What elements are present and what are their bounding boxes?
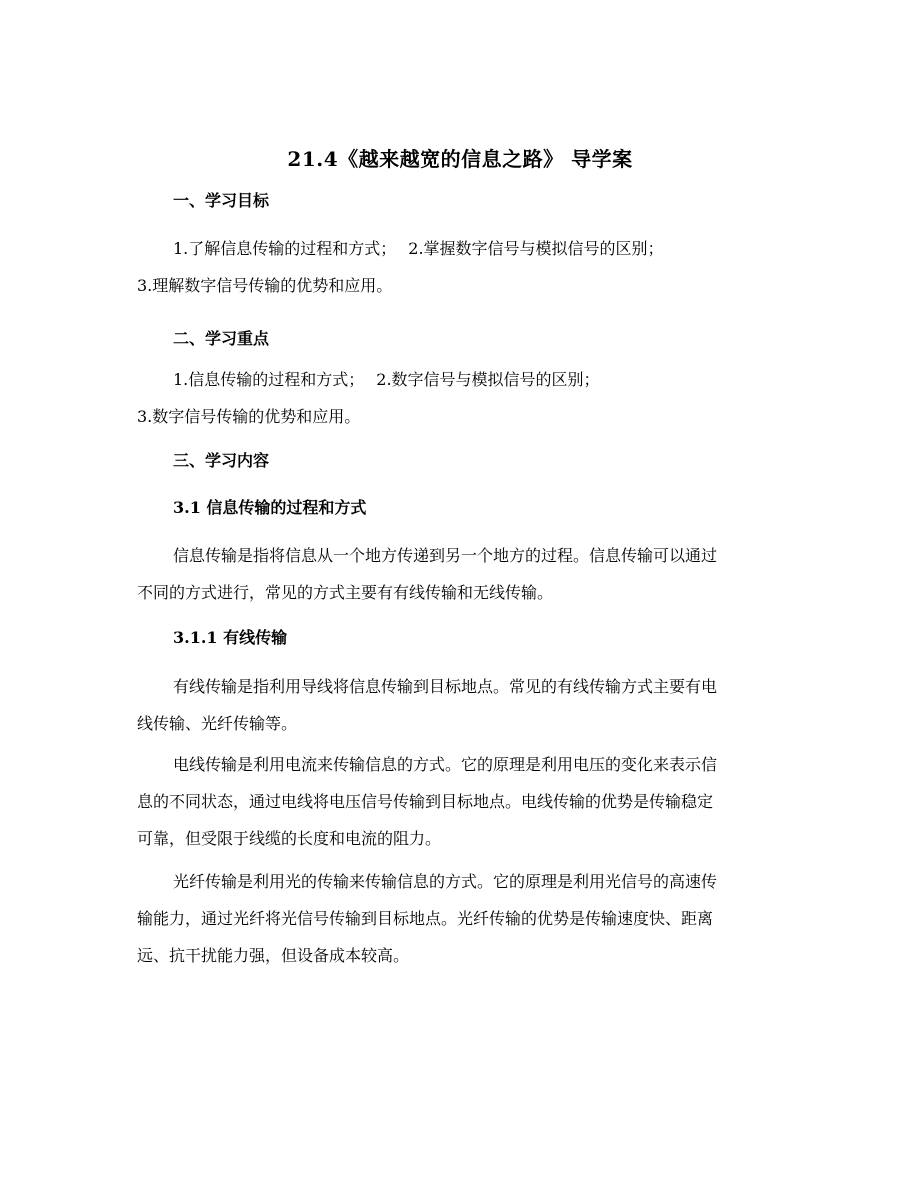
key-point-item-2: 2.数字信号与模拟信号的区别；	[376, 370, 600, 389]
section-heading-content: 三、学习内容	[173, 451, 270, 470]
wire-transmission-line-1: 电线传输是利用电流来传输信息的方式。它的原理是利用电压的变化来表示信	[173, 755, 718, 774]
paragraph-3-1	[137, 537, 787, 611]
goals-line-1	[137, 230, 787, 267]
paragraph-3-1-line-1: 信息传输是指将信息从一个地方传递到另一个地方的过程。信息传输可以通过	[173, 546, 718, 565]
fiber-transmission-line-1: 光纤传输是利用光的传输来传输信息的方式。它的原理是利用光信号的高速传	[173, 872, 718, 891]
key-point-item-1: 1.信息传输的过程和方式；	[173, 370, 365, 389]
key-points-line-1	[137, 361, 787, 398]
goals-item-1: 1.了解信息传输的过程和方式；	[173, 239, 397, 258]
key-point-item-3: 3.数字信号传输的优势和应用。	[137, 407, 361, 426]
section-heading-key-points: 二、学习重点	[173, 329, 270, 348]
goals-paragraph	[137, 230, 787, 304]
paragraph-fiber-transmission	[137, 863, 787, 974]
paragraph-wire-transmission	[137, 746, 787, 857]
goals-item-3: 3.理解数字信号传输的优势和应用。	[137, 276, 393, 295]
fiber-transmission-line-3: 远、抗干扰能力强，但设备成本较高。	[137, 946, 410, 965]
key-points-paragraph	[137, 361, 787, 435]
subsection-heading-3-1-1: 3.1.1 有线传输	[173, 628, 288, 647]
wire-transmission-line-3: 可靠，但受限于线缆的长度和电流的阻力。	[137, 829, 442, 848]
document-title: 21.4《越来越宽的信息之路》 导学案	[287, 147, 633, 171]
wire-transmission-line-2: 息的不同状态，通过电线将电压信号传输到目标地点。电线传输的优势是传输稳定	[137, 792, 714, 811]
subsection-heading-3-1: 3.1 信息传输的过程和方式	[173, 498, 367, 517]
wired-intro-line-1: 有线传输是指利用导线将信息传输到目标地点。常见的有线传输方式主要有电	[173, 677, 718, 696]
paragraph-wired-intro	[137, 668, 787, 742]
fiber-transmission-line-2: 输能力，通过光纤将光信号传输到目标地点。光纤传输的优势是传输速度快、距离	[137, 909, 714, 928]
paragraph-3-1-line-2: 不同的方式进行，常见的方式主要有有线传输和无线传输。	[137, 583, 554, 602]
wired-intro-line-2: 线传输、光纤传输等。	[137, 714, 298, 733]
goals-item-2: 2.掌握数字信号与模拟信号的区别；	[408, 239, 664, 258]
section-heading-goals: 一、学习目标	[173, 191, 270, 210]
